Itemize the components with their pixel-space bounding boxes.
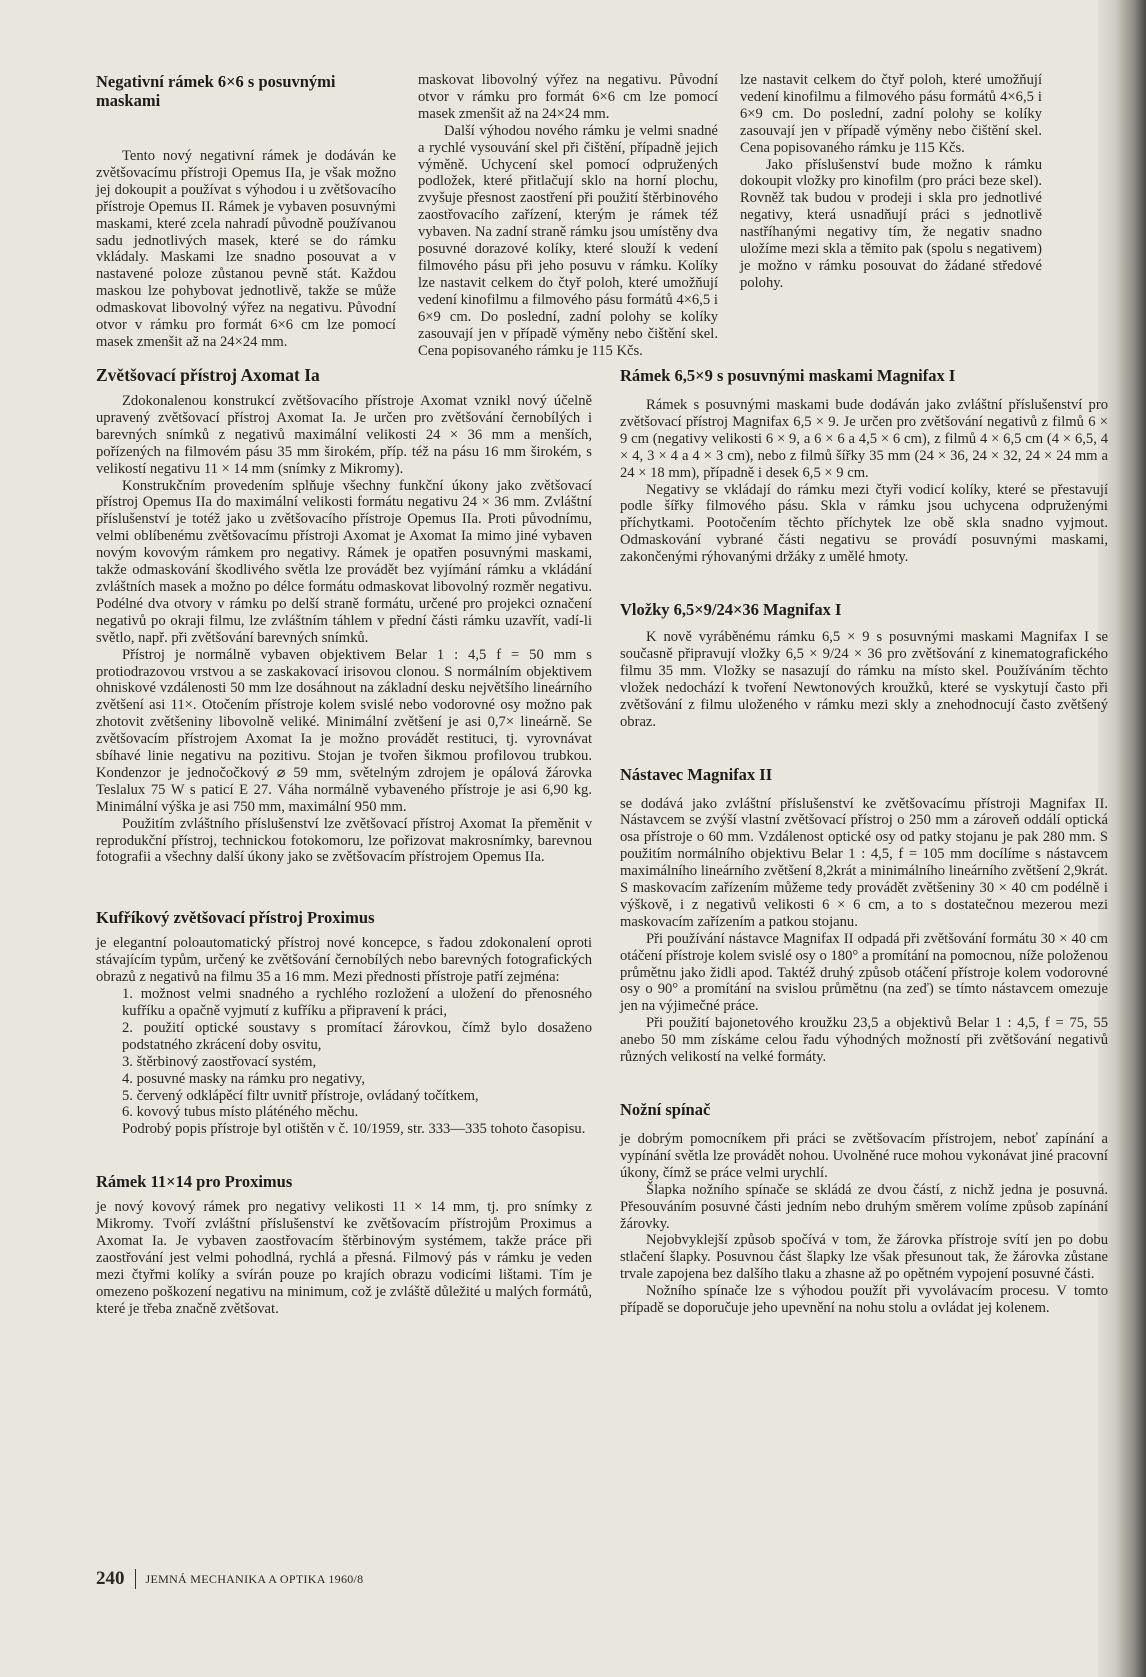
article-negativni-ramek-col3 xyxy=(740,72,1042,337)
paragraph: Při použití bajonetového kroužku 23,5 a objektivů Belar 1 : 4,5, f = 75, 55 anebo 50 mm získáme celou řadu výhodných možností při zvětšování negativů různých velikostí na velké formáty. xyxy=(620,1015,1108,1066)
footer-divider xyxy=(135,1569,136,1589)
list-item: 5. červený odklápěcí filtr uvnitř přístroje, ovládaný točítkem, xyxy=(122,1087,479,1104)
paragraph: Zdokonalenou konstrukcí zvětšovacího přístroje Axomat vznikl nový účelně upravený zvětšovací přístroj Axomat Ia. Je určen pro zvětšování černobílých i barevných snímků z negativů maximální velikosti 24 × 36 mm a menších, pořízených na filmovém pásu 35 mm širokém, příp. též na pásu 16 mm širokém, s velikostí negativu 11 × 14 mm (snímky z Mikromy). xyxy=(96,393,592,477)
paragraph: se dodává jako zvláštní příslušenství ke zvětšovacímu přístroji Magnifax II. Nástavcem se zvýší vlastní zvětšovací přístroj o 250 mm a zároveň oddálí optická osa přístroje o 60 mm. Vzdálenost optické osy od patky stojanu je pak 280 mm. S použitím normálního objektivu Belar 1 : 4,5, f = 105 mm docílíme s nástavcem maximálního lineárního zvětšení 8,2krát a minimálního lineárního zvětšení 2,9krát. S maskovacím zařízením můžeme tedy provádět zvětšeniny 30 × 40 cm podélně i výškově, i z negativů velikosti 6 × 6 cm, a to s dostatečnou mezerou mezi maskovacím zařízením a patkou stojanu. xyxy=(620,795,1108,930)
article-negativni-ramek-col2 xyxy=(418,72,718,359)
paragraph: K nově vyráběnému rámku 6,5 × 9 s posuvnými maskami Magnifax I se současně připravují vložky 6,5 × 9/24 × 36 pro zvětšování z kinematografického filmu 35 mm. Vložky se nasazují do rámku na místo skel. Používáním těchto vložek nedochází k tvoření Newtonových kroužků, které se vyskytují často při zvětšování z filmu uloženého v rámku mezi skly a znehodnocují často zvětšený obraz. xyxy=(620,629,1108,730)
paragraph: Použitím zvláštního příslušenství lze zvětšovací přístroj Axomat Ia přeměnit v reprodukční přístroj, technickou fotokomoru, lze pořizovat makrosnímky, barevnou fotografii a všechny další úkony jako se zvětšovacím přístrojem Opemus IIa. xyxy=(96,815,592,866)
journal-name: JEMNÁ MECHANIKA A OPTIKA 1960/8 xyxy=(145,1571,364,1586)
paragraph: Další výhodou nového rámku je velmi snadné a rychlé vysouvání skel při čištění, případně jejich výměně. Uchycení skel pomocí odpružených podložek, které přitlačují sklo na horní plochu, zvyšuje přesnost zaostření při použití štěrbinového zaostřovacího zařízení, kterým je rámek též vybaven. Na zadní straně rámku jsou umístěny dva posuvné dorazové kolíky, které slouží k vedení filmového pásu při jeho posuvu v rámku. Kolíky lze nastavit celkem do čtyř poloh, které umožňují vedení kinofilmu a filmového pásu formátů 4×6,5 i 6×9 cm. Do poslední, zadní polohy se kolíky zasouvají jen v případě výměny nebo čištění skel. Cena popisovaného rámku je 115 Kčs. xyxy=(418,122,718,359)
page-number: 240 xyxy=(96,1568,125,1589)
paragraph-continued: maskovat libovolný výřez na negativu. Původní otvor v rámku pro formát 6×6 cm lze pomocí masek zmenšit až na 24×24 mm. xyxy=(418,72,718,122)
list-item: 6. kovový tubus místo pláténého měchu. xyxy=(122,1104,359,1121)
section-title: Kufříkový zvětšovací přístroj Proximus xyxy=(96,908,375,928)
list-item: 4. posuvné masky na rámku pro negativy, xyxy=(122,1070,366,1087)
section-title: Nástavec Magnifax II xyxy=(620,764,773,784)
paragraph: Přístroj je normálně vybaven objektivem Belar 1 : 4,5 f = 50 mm s protiodrazovou vrstvou a se zaskakovací irisovou clonou. S normálním objektivem ohniskové vzdálenosti 50 mm lze dosáhnout na základní desku největšího lineárního zvětšení asi 11×. Otočením přístroje kolem svislé nebo vodorovné osy možno pak zhotovit zvětšeniny libovolně veliké. Minimální zvětšení je asi 0,7× lineárně. Se zvětšovacím přístrojem Axomat Ia je možno provádět restituci, tj. vyrovnávat sbíhavé linie negativu na pozitivu. Stojan je tvořen šikmou profilovou trubkou. Kondenzor je jednočočkový ⌀ 59 mm, světelným zdrojem je opálová žárovka Teslalux 75 W s paticí E 27. Váha normálně vybaveného přístroje je asi 6,90 kg. Minimální výška je asi 750 mm, maximální 950 mm. xyxy=(96,646,592,815)
list-item: 1. možnost velmi snadného a rychlého rozložení a uložení do přenosného kufříku a opačně vyjmutí z kufříku a připravení k práci, xyxy=(122,986,592,1019)
paragraph-continued: lze nastavit celkem do čtyř poloh, které umožňují vedení kinofilmu a filmového pásu formátů 4×6,5 i 6×9 cm. Do poslední, zadní polohy se kolíky zasouvají jen v případě výměny nebo čištění skel. Cena popisovaného rámku je 115 Kčs. xyxy=(740,72,1042,156)
paragraph: Nejobvyklejší způsob spočívá v tom, že žárovka přístroje svítí jen po dobu stlačení šlapky. Posuvnou část šlapky lze však přesunout tak, že žárovka zůstane trvale zapojena bez dalšího tlaku a zhasne až po opětném vypojení posuvné části. xyxy=(620,1232,1108,1283)
page-footer xyxy=(96,1567,363,1591)
paragraph: Rámek s posuvnými maskami bude dodáván jako zvláštní příslušenství pro zvětšovací přístroj Magnifax 6,5 × 9. Je určen pro zvětšování negativů z filmů 6 × 9 cm (negativy velikosti 6 × 9, a 6 × 6 a 4,5 × 6 cm), z filmů 4 × 6,5 cm (4 × 6,5, 4 × 4, 3 × 4 a 4 × 3 cm), nebo z filmů šířky 35 mm (24 × 36, 24 × 32, 24 × 24 mm a 24 × 18 mm), případně i desek 6,5 × 9 cm. xyxy=(620,397,1108,481)
article-negativni-ramek-col1 xyxy=(96,72,396,350)
paragraph: Šlapka nožního spínače se skládá ze dvou částí, z nichž jedna je posuvná. Přesouváním posuvné části jedním nebo druhým směrem volíme způsob zapínání žárovky. xyxy=(620,1181,1108,1232)
paragraph: Nožního spínače lze s výhodou použít při vyvolávacím procesu. V tomto případě se doporučuje jeho upevnění na nohu stolu a ovládat jej kolenem. xyxy=(620,1283,1108,1317)
paragraph: Při používání nástavce Magnifax II odpadá při zvětšování formátu 30 × 40 cm otáčení přístroje kolem svislé osy o 180° a promítání na pomocnou, níže položenou průmětnu jako židli apod. Taktéž druhý způsob otáčení přístroje kolem vodorovné osy o 90° a promítání na svislou průmětnu (na zeď) se tímto nástavcem omezuje jen na výjimečné práce. xyxy=(620,930,1108,1015)
section-title: Vložky 6,5×9/24×36 Magnifax I xyxy=(620,600,842,620)
list-item: 3. štěrbinový zaostřovací systém, xyxy=(122,1053,317,1070)
left-column xyxy=(96,366,592,1318)
paragraph: Jako příslušenství bude možno k rámku dokoupit vložky pro kinofilm (pro práci beze skel). Rovněž tak budou v prodeji i skla pro jednotlivé negativy, která usnadňují práci s jednotlivě nastříhanými negativy tím, že negativ snadno uložíme mezi skla a těmito pak (spolu s negativem) je možno v rámku posouvat do žádané středové polohy. xyxy=(740,156,1042,291)
section-title: Rámek 11×14 pro Proximus xyxy=(96,1172,293,1192)
list-item: 2. použití optické soustavy s promítací žárovkou, čímž bylo dosaženo podstatného zkrácení doby osvitu, xyxy=(122,1019,592,1053)
section-title: Zvětšovací přístroj Axomat Ia xyxy=(96,365,320,385)
paragraph: je dobrým pomocníkem při práci se zvětšovacím přístrojem, neboť zapínání a vypínání světla lze provádět nohou. Uvolněné ruce mohou vykonávat jiné pracovní úkony, čímž se práce velmi urychlí. xyxy=(620,1131,1108,1181)
paragraph: Negativy se vkládají do rámku mezi čtyři vodicí kolíky, které se přestavují podle šířky filmového pásu. Skla v rámku jsou uchycena odpruženými příchytkami. Pootočením těchto příchytek lze obě skla snadno vyjmout. Odmaskování vybrané části negativu se provádí posuvnými maskami, zakončenými rýhovanými držáky z umělé hmoty. xyxy=(620,481,1108,566)
paragraph: Tento nový negativní rámek je dodáván ke zvětšovacímu přístroji Opemus IIa, je však možno jej dokoupit a používat s výhodou i u zvětšovacího přístroje Opemus II. Rámek je vybaven posuvnými maskami, které zcela nahradí původně používanou sadu jednotlivých masek, které se do rámku vkládaly. Maskami lze snadno posouvat a v nastavené poloze zůstanou pevně stát. Každou maskou lze pohybovat jednotlivě, takže se může odmaskovat libovolný výřez na negativu. Původní otvor v rámku pro formát 6×6 cm lze pomocí masek zmenšit až na 24×24 mm. xyxy=(96,148,396,350)
paragraph: je nový kovový rámek pro negativy velikosti 11 × 14 mm, tj. pro snímky z Mikromy. Tvoří zvláštní příslušenství ke zvětšovacím přístrojům Proximus a Axomat Ia. Je vybaven zaostřovacím štěrbinovým systémem, takže práce při zaostřování jest velmi pohodlná, rychlá a přesná. Filmový pás v rámku je veden mezi čtyřmi kolíky a svírán pouze po krajích obrazu vodicími lištami. Tím je omezeno poškození negativu na minimum, což je zvláště důležité u malých formátů, které je třeba značně zvětšovat. xyxy=(96,1199,592,1317)
paragraph: Podrobý popis přístroje byl otištěn v č. 10/1959, str. 333—335 tohoto časopisu. xyxy=(122,1121,586,1138)
section-title: Negativní rámek 6×6 s posuvnými maskami xyxy=(96,72,336,110)
paragraph: je elegantní poloautomatický přístroj nové koncepce, s řadou zdokonalení oproti stávajícím typům, určený ke zvětšování černobílých nebo barevných fotografických obrazů z negativů na filmu 35 a 16 mm. Mezi přednosti přístroje patří zejména: xyxy=(96,935,592,986)
section-title: Nožní spínač xyxy=(620,1100,711,1119)
section-title: Rámek 6,5×9 s posuvnými maskami Magnifax I xyxy=(620,366,956,385)
paragraph: Konstrukčním provedením splňuje všechny funkční úkony jako zvětšovací přístroj Opemus IIa do maximální velikosti formátu negativu 24 × 36 mm. Zvláštní příslušenství je totéž jako u zvětšovacího přístroje Opemus IIa. Proti původnímu, velmi oblíbenému zvětšovacímu přístroji Axomat je Axomat Ia mimo jiné vybaven novým kovovým rámkem pro negativy. Rámek je opatřen posuvnými maskami, takže odmaskování škodlivého světla lze provádět bez vyjímání rámku a vkládání zvláštních masek a možno po délce formátu odmaskovat libovolný rozměr negativu. Podélné dva otvory v rámku po delší straně formátu, určené pro projekci označení negativů po okraji filmu, lze zvláštním táhlem v přední části rámku uzavřít, vadí-li světlo, např. při zvětšování barevných snímků. xyxy=(96,477,592,646)
right-column xyxy=(620,366,1108,1317)
